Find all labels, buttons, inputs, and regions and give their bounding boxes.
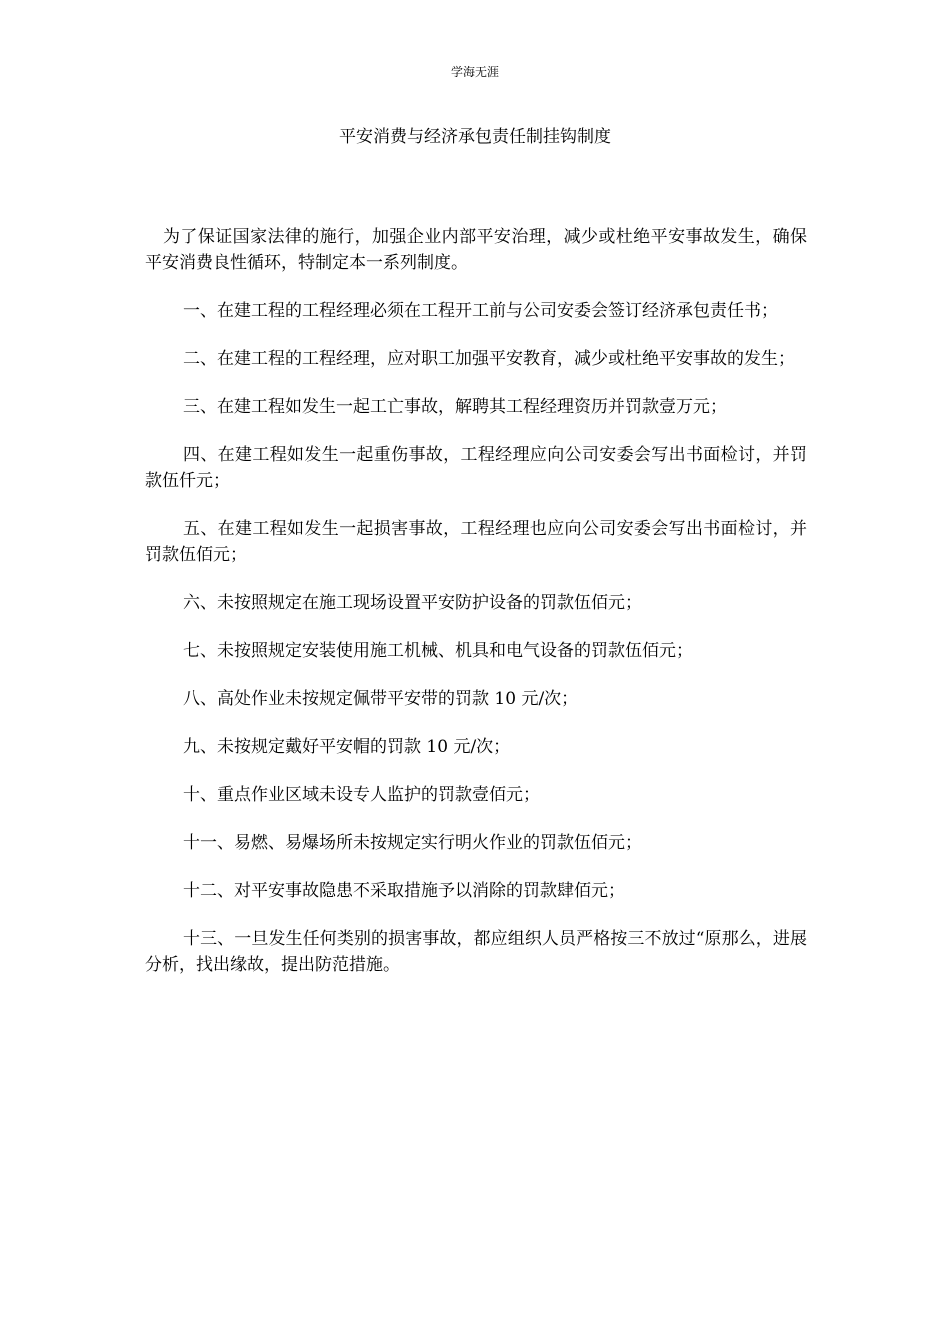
clause-13: 十三、一旦发生任何类别的损害事故，都应组织人员严格按三不放过“原那么，进展分析，找出缘故，提出防范措施。 xyxy=(145,929,807,975)
clause-8: 八、高处作业未按规定佩带平安带的罚款 10 元/次； xyxy=(183,689,579,709)
clause-10: 十、重点作业区域未设专人监护的罚款壹佰元； xyxy=(183,785,540,805)
document-body xyxy=(145,224,807,1000)
clause-6: 六、未按照规定在施工现场设置平安防护设备的罚款伍佰元； xyxy=(183,593,642,613)
clause-9: 九、未按规定戴好平安帽的罚款 10 元/次； xyxy=(183,737,511,757)
document-title: 平安消费与经济承包责任制挂钩制度 xyxy=(339,127,611,147)
clause-12: 十二、对平安事故隐患不采取措施予以消除的罚款肆佰元； xyxy=(183,881,625,901)
clause-1: 一、在建工程的工程经理必须在工程开工前与公司安委会签订经济承包责任书； xyxy=(183,301,778,321)
clause-5: 五、在建工程如发生一起损害事故，工程经理也应向公司安委会写出书面检讨，并罚款伍佰元； xyxy=(145,519,807,565)
clause-3: 三、在建工程如发生一起工亡事故，解聘其工程经理资历并罚款壹万元； xyxy=(183,397,727,417)
clause-2: 二、在建工程的工程经理，应对职工加强平安教育，减少或杜绝平安事故的发生； xyxy=(183,349,795,369)
clause-11: 十一、易燃、易爆场所未按规定实行明火作业的罚款伍佰元； xyxy=(183,833,642,853)
intro-paragraph: 为了保证国家法律的施行，加强企业内部平安治理，减少或杜绝平安事故发生，确保平安消费良性循环，特制定本一系列制度。 xyxy=(145,227,807,273)
clause-4: 四、在建工程如发生一起重伤事故，工程经理应向公司安委会写出书面检讨，并罚款伍仟元； xyxy=(145,445,807,491)
clause-7: 七、未按照规定安装使用施工机械、机具和电气设备的罚款伍佰元； xyxy=(183,641,693,661)
page-header: 学海无涯 xyxy=(450,65,499,79)
